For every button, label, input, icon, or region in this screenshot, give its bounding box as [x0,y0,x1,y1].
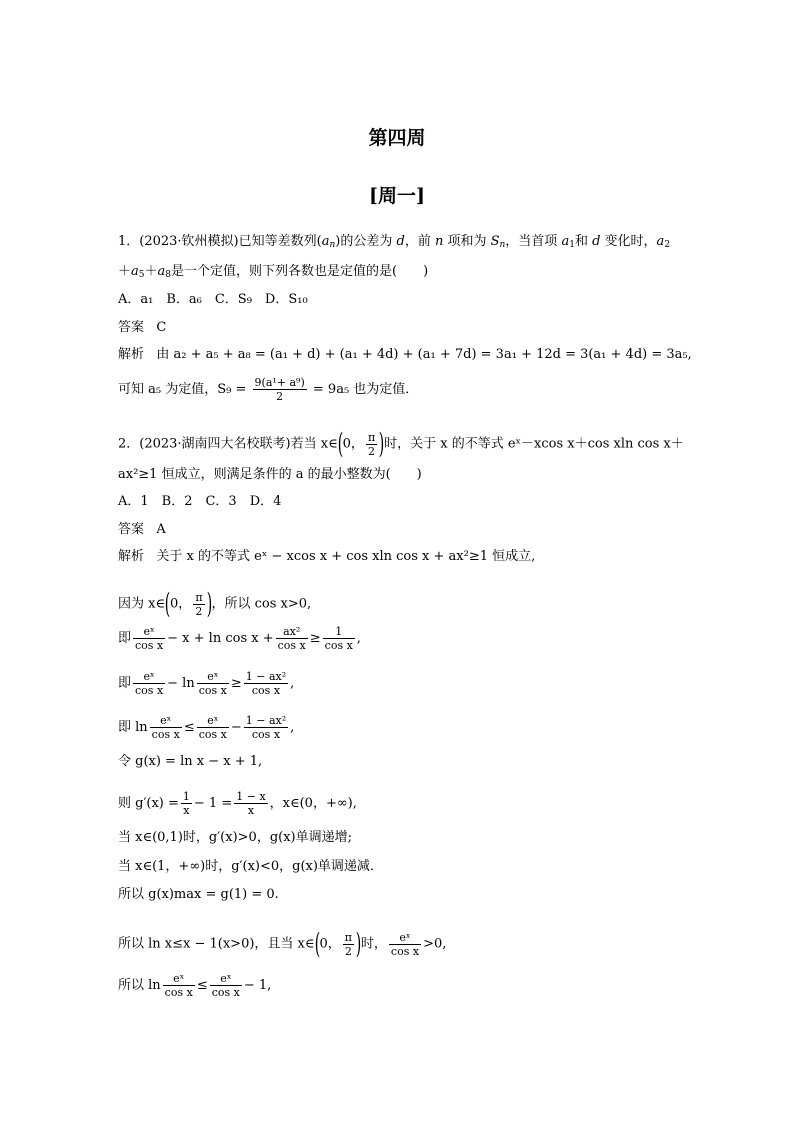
q1-analysis-line2: 可知 a₅ 为定值，S₉ = $\frac{\text{9(a¹+ a⁹)}}{2}$ = 9a₅ 也为定值． [118,376,419,403]
q2-analysis-line1: 解析 关于 x 的不等式 eˣ − xcos x + cos xln cos x + ax²≥1 恒成立, [118,549,536,564]
q2-analysis-line5: 即 ln $\frac{\text{eˣ}}{\text{cos x}}$ ≤ $\frac{\text{eˣ}}{\text{cos x}}$ − $\frac{\text{1 − ax²}}{\text{cos x}}$ , [118,714,295,741]
q2-analysis-line6: 令 g(x) = ln x − x + 1, [118,754,263,769]
q2-answer: 答案 A [118,522,166,537]
q2-analysis-line10: 所以 g(x)max = g(1) = 0. [118,887,279,902]
q2-analysis-line3: 即 $\frac{\text{eˣ}}{\text{cos x}}$ − x + ln cos x + $\frac{\text{ax²}}{\text{cos x}}$ ≥ $\frac{1}{\text{cos x}}$ , [118,625,361,652]
day-heading: [周一] [369,185,425,207]
q2-analysis-line4: 即 $\frac{\text{eˣ}}{\text{cos x}}$ − ln $\frac{\text{eˣ}}{\text{cos x}}$ ≥ $\frac{\text{1 − ax²}}{\text{cos x}}$ , [118,670,295,697]
q1-options: A．a₁ B．a₆ C．S₉ D．S₁₀ [118,292,308,307]
q2-line2: ax²≥1 恒成立，则满足条件的 a 的最小整数为( ) [118,467,422,482]
q1-answer: 答案 C [118,320,167,335]
q2-analysis-line11: 所以 ln x≤x − 1(x>0)，且当 x∈(0， $\frac{\pi}{2}$ )时， $\frac{\text{eˣ}}{\text{cos x}}$ >0, [118,927,447,960]
q1-line2: $+a_5+a_8$是一个定值，则下列各数也是定值的是( ) [118,264,429,280]
q1-analysis-line1: 解析 由 a₂ + a₅ + a₈ = (a₁ + d) + (a₁ + 4d) + (a₁ + 7d) = 3a₁ + 12d = 3(a₁ + 4d) = 3a₅, [118,347,692,362]
q2-line1: 2．(2023·湖南四大名校联考)若当 x∈(0， $\frac{\pi}{2}$ )时，关于 x 的不等式 eˣ－xcos x＋cos xln cos x＋ [118,427,684,460]
q2-analysis-line8: 当 x∈(0,1)时，g′(x)>0，g(x)单调递增; [118,830,352,845]
q2-analysis-line9: 当 x∈(1，+∞)时，g′(x)<0，g(x)单调递减． [118,859,383,874]
q1-fraction: $\frac{\text{9(a¹+ a⁹)}}{2}$ [254,376,305,403]
page-title: 第四周 [368,127,426,149]
q2-analysis-line2: 因为 x∈(0， $\frac{\pi}{2}$ )，所以 cos x>0, [118,587,312,620]
q2-analysis-line7: 则 g′(x) = $\frac{1}{x}$ − 1 = $\frac{1 - x}{x}$ ，x∈(0，+∞), [118,790,357,817]
q2-analysis-line12: 所以 ln $\frac{\text{eˣ}}{\text{cos x}}$ ≤ $\frac{\text{eˣ}}{\text{cos x}}$ − 1, [118,972,272,999]
q2-options: A．1 B．2 C．3 D．4 [118,494,282,509]
q1-line1: 1．(2023·钦州模拟)已知等差数列$(a_n)$的公差为 d，前 n 项和为 $S_n$，当首项 $a_1$和 d 变化时，$a_2$ [118,234,671,250]
